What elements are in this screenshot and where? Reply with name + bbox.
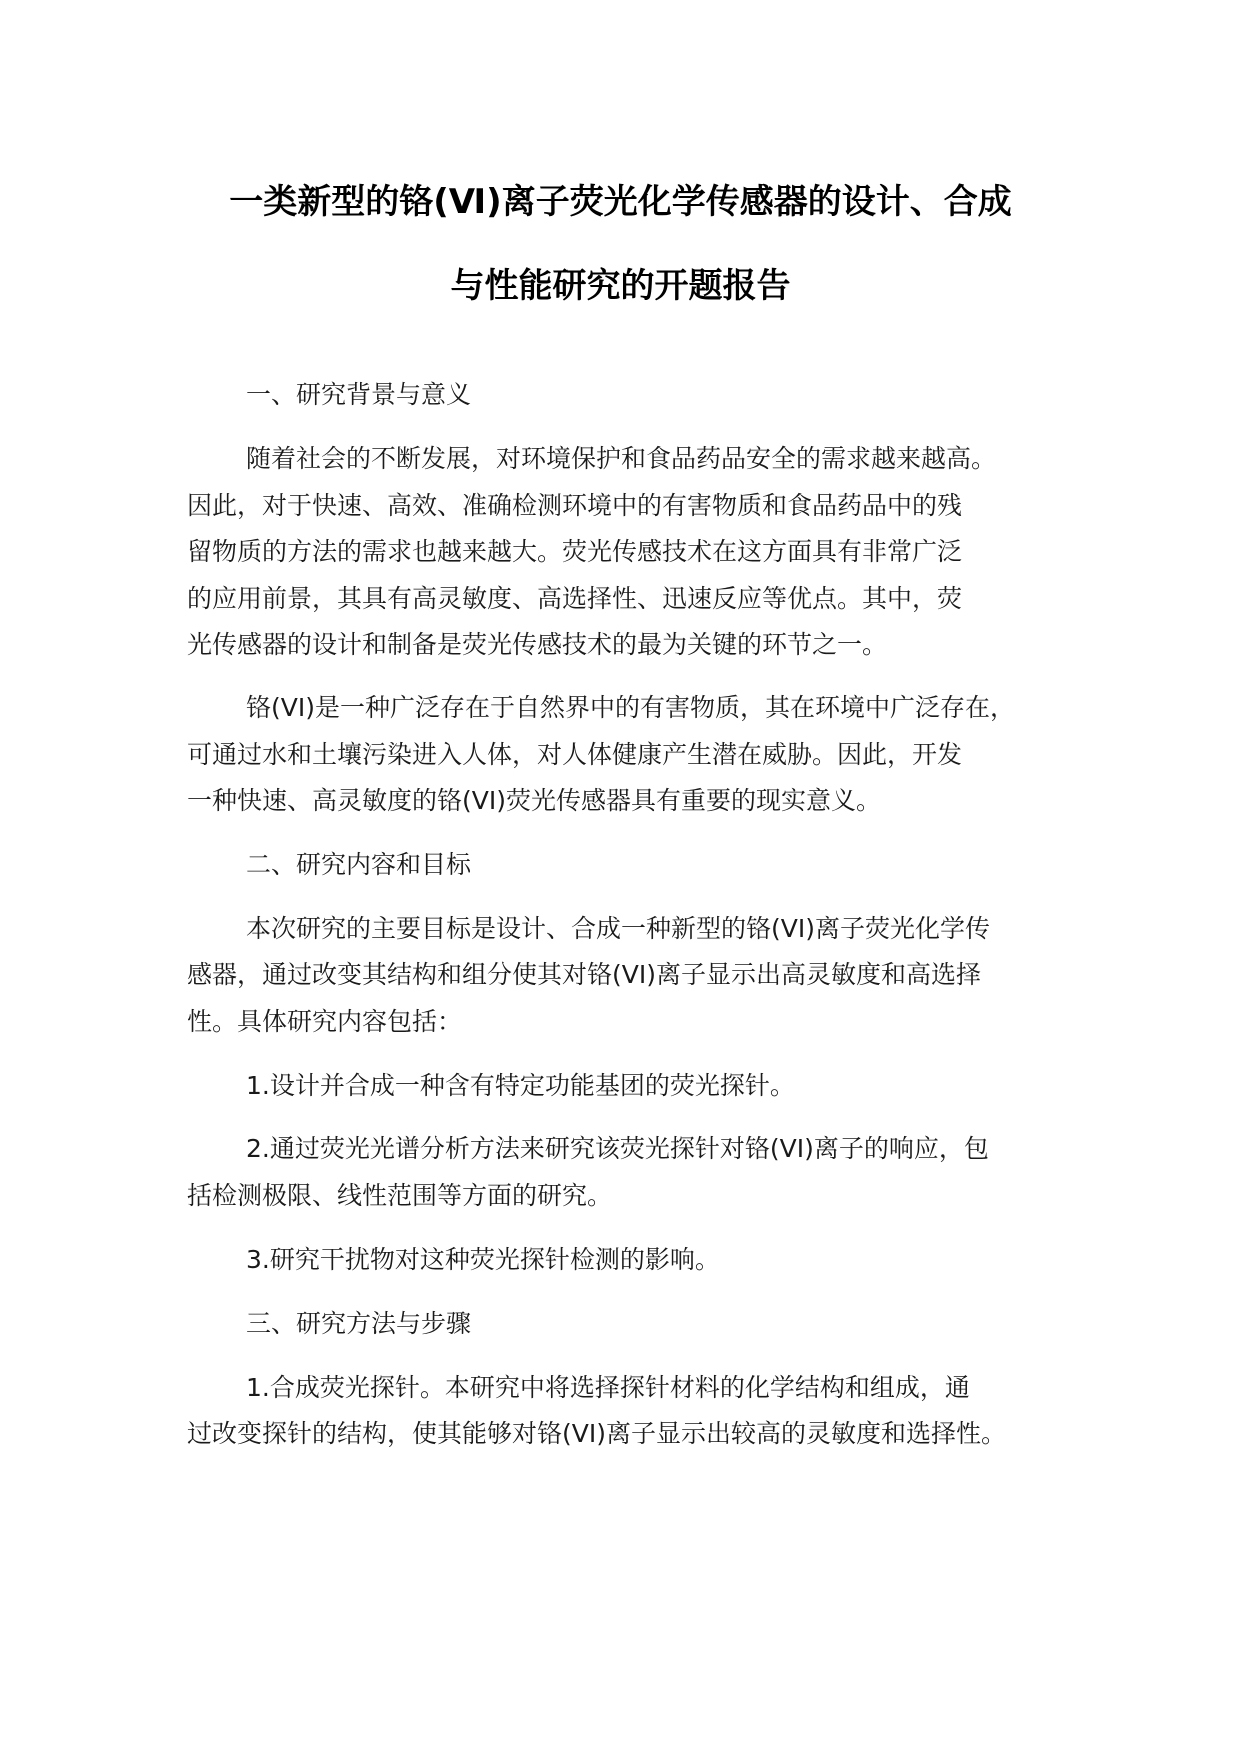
section-heading: 二、研究内容和目标	[246, 850, 472, 879]
paragraph-line: 一种快速、高灵敏度的铬(VI)荧光传感器具有重要的现实意义。	[187, 786, 881, 815]
section-heading: 一、研究背景与意义	[246, 380, 472, 409]
paragraph-line: 因此，对于快速、高效、准确检测环境中的有害物质和食品药品中的残	[187, 491, 963, 520]
document-title-line-2: 与性能研究的开题报告	[450, 266, 791, 306]
list-item-continuation: 括检测极限、线性范围等方面的研究。	[187, 1181, 613, 1210]
document-title-line-1: 一类新型的铬(Ⅵ)离子荧光化学传感器的设计、合成	[229, 182, 1012, 222]
list-item: 3.研究干扰物对这种荧光探针检测的影响。	[246, 1245, 720, 1274]
paragraph-line: 随着社会的不断发展，对环境保护和食品药品安全的需求越来越高。	[246, 444, 997, 473]
list-item-continuation: 过改变探针的结构，使其能够对铬(VI)离子显示出较高的灵敏度和选择性。	[187, 1419, 1006, 1448]
section-heading: 三、研究方法与步骤	[246, 1309, 472, 1338]
paragraph-line: 感器，通过改变其结构和组分使其对铬(VI)离子显示出高灵敏度和高选择	[187, 960, 981, 989]
paragraph-line: 的应用前景，其具有高灵敏度、高选择性、迅速反应等优点。其中，荧	[187, 584, 963, 613]
list-item: 1.合成荧光探针。本研究中将选择探针材料的化学结构和组成，通	[246, 1373, 970, 1402]
list-item: 1.设计并合成一种含有特定功能基团的荧光探针。	[246, 1071, 795, 1100]
paragraph-line: 性。具体研究内容包括：	[187, 1007, 463, 1036]
paragraph-line: 留物质的方法的需求也越来越大。荧光传感技术在这方面具有非常广泛	[187, 537, 963, 566]
paragraph-line: 铬(VI)是一种广泛存在于自然界中的有害物质，其在环境中广泛存在，	[246, 693, 1015, 722]
paragraph-line: 光传感器的设计和制备是荧光传感技术的最为关键的环节之一。	[187, 630, 888, 659]
paragraph-line: 可通过水和土壤污染进入人体，对人体健康产生潜在威胁。因此，开发	[187, 740, 963, 769]
list-item: 2.通过荧光光谱分析方法来研究该荧光探针对铬(VI)离子的响应，包	[246, 1134, 989, 1163]
paragraph-line: 本次研究的主要目标是设计、合成一种新型的铬(VI)离子荧光化学传	[246, 914, 990, 943]
